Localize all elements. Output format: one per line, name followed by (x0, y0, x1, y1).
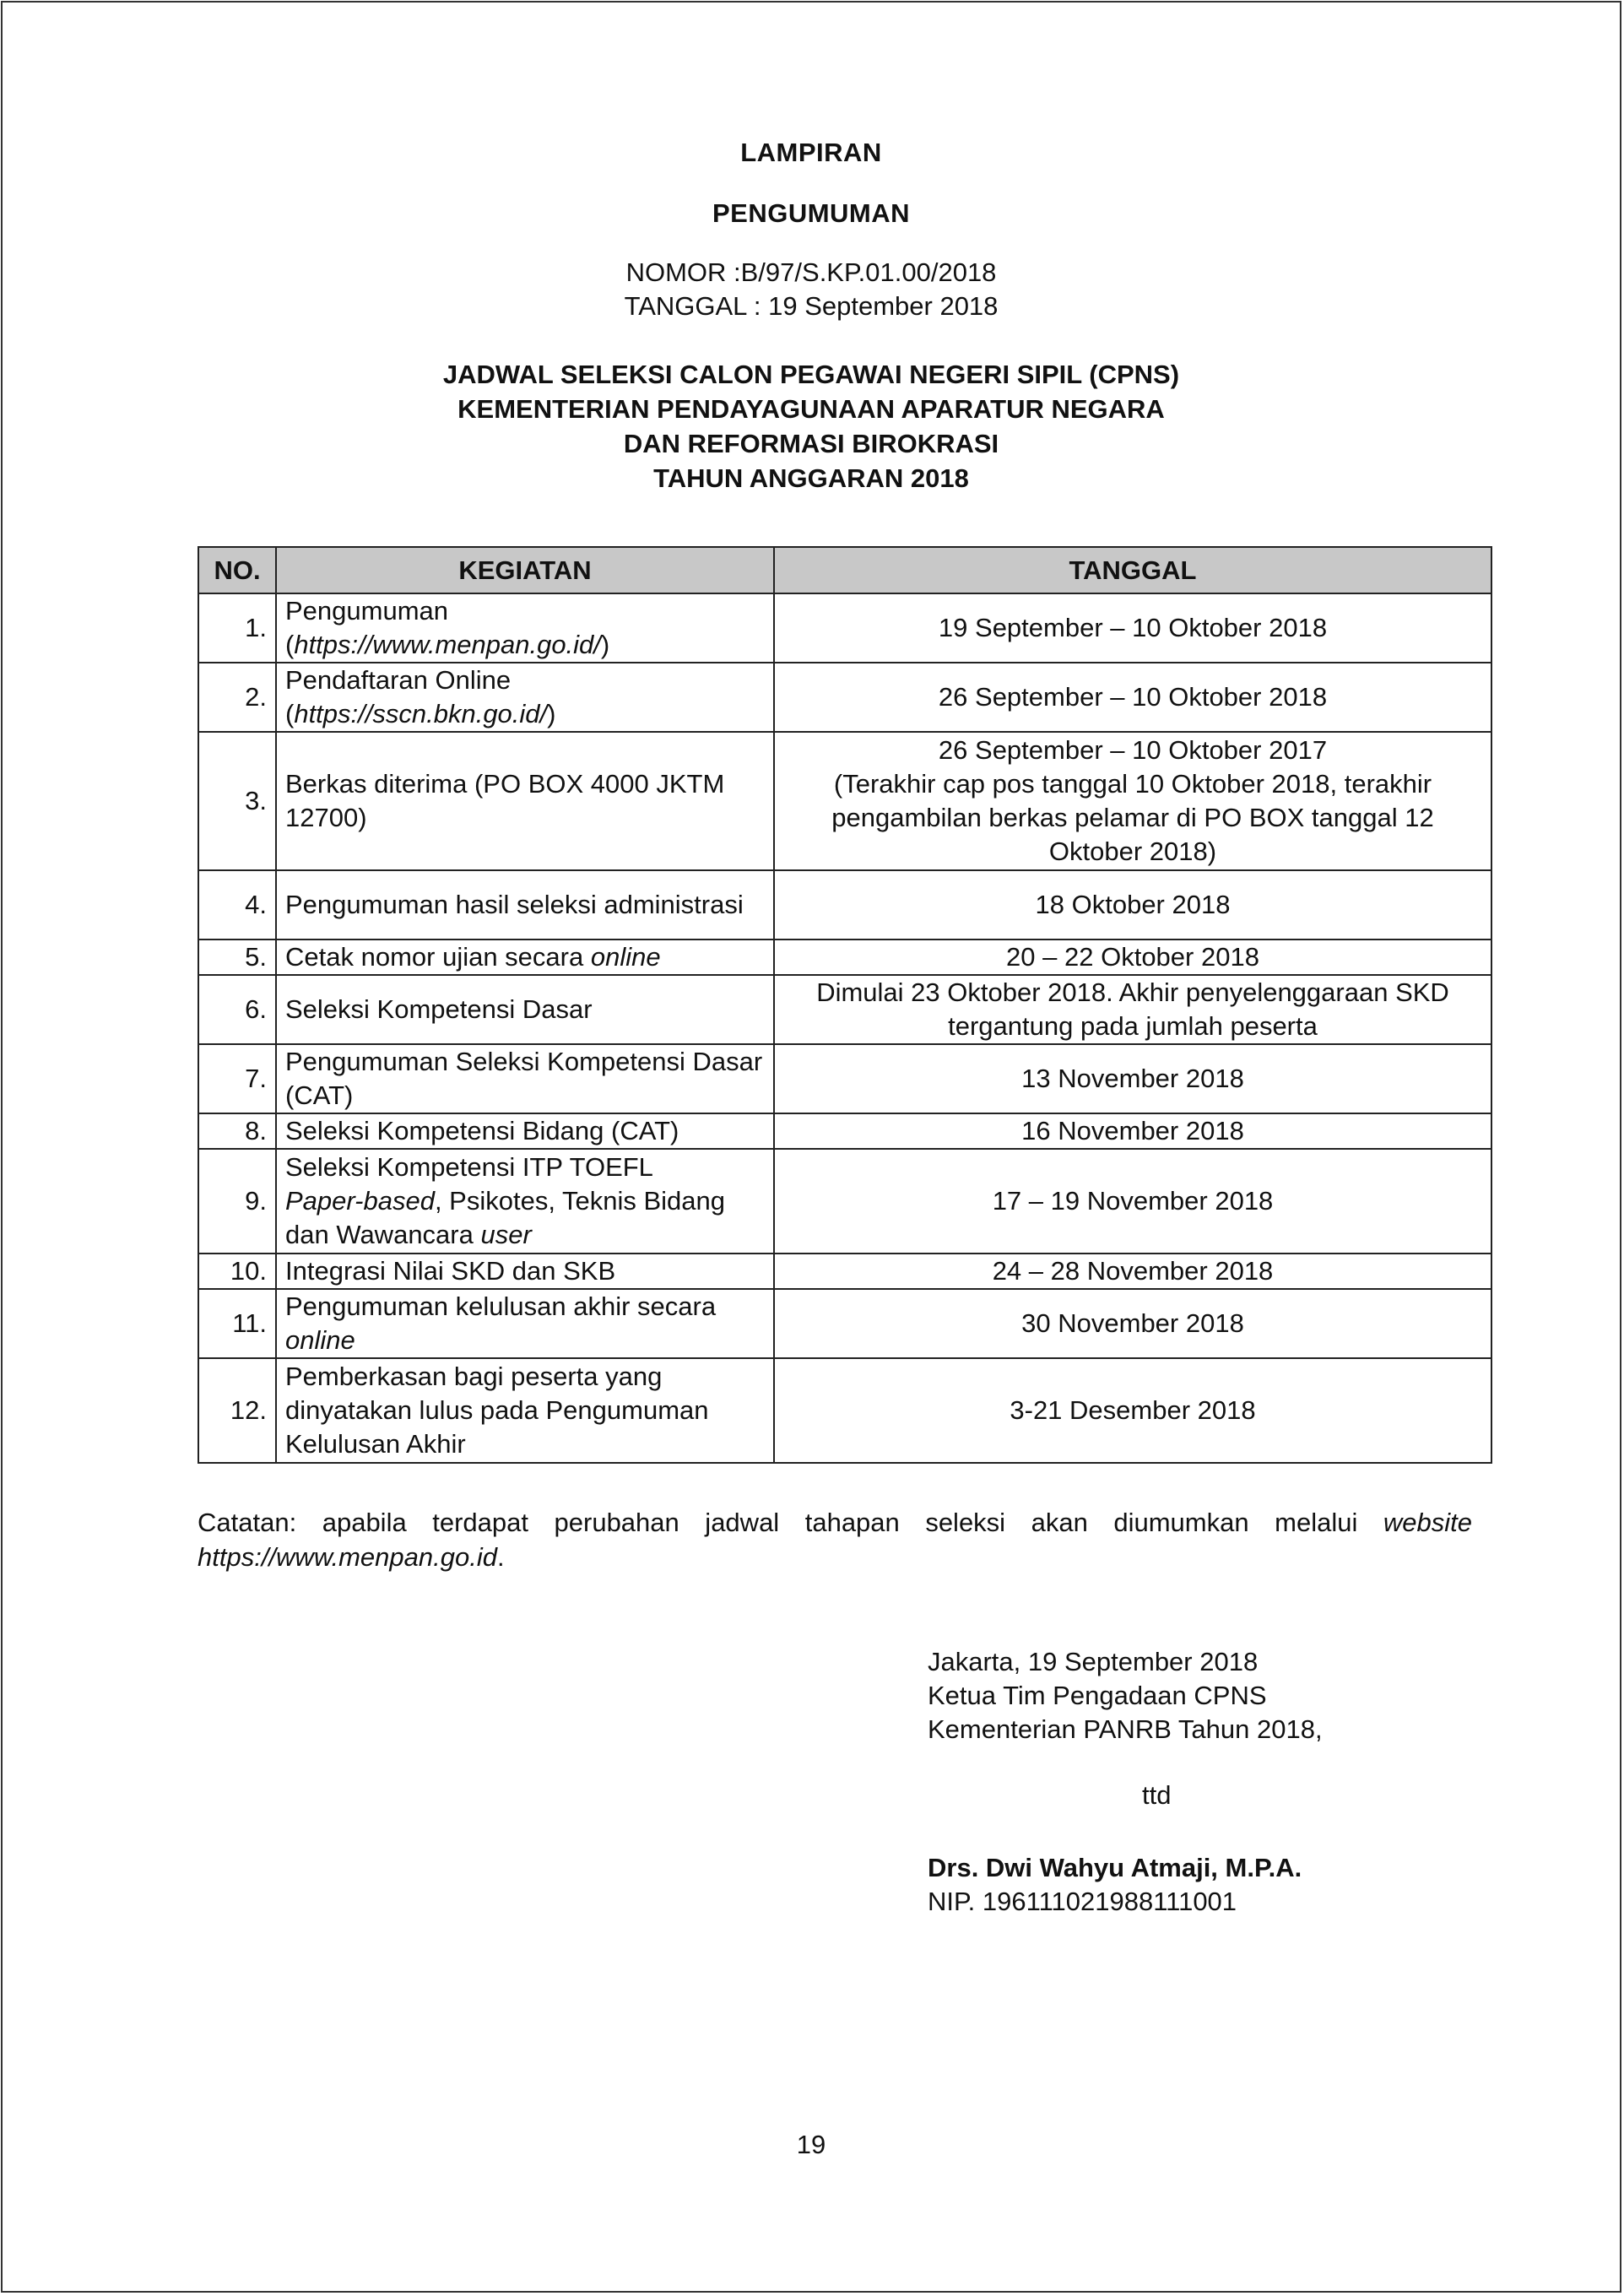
row-no: 11. (198, 1289, 276, 1358)
row-tanggal: 17 – 19 November 2018 (774, 1149, 1491, 1254)
row-kegiatan: Cetak nomor ujian secara online (276, 940, 774, 975)
table-row (198, 1289, 1491, 1358)
title-line-2: KEMENTERIAN PENDAYAGUNAAN APARATUR NEGARA (457, 394, 1165, 424)
row-kegiatan: Pengumuman kelulusan akhir secara online (276, 1289, 774, 1358)
row-tanggal: 24 – 28 November 2018 (774, 1254, 1491, 1289)
document-title (3, 357, 1620, 495)
title-line-1: JADWAL SELEKSI CALON PEGAWAI NEGERI SIPIL (CPNS) (442, 360, 1180, 389)
table-header-row (198, 547, 1491, 593)
row-tanggal: 19 September – 10 Oktober 2018 (774, 593, 1491, 663)
signer-position-1: Ketua Tim Pengadaan CPNS (928, 1681, 1267, 1710)
signer-nip: NIP. 196111021988111001 (928, 1887, 1237, 1916)
lampiran-heading: LAMPIRAN (740, 138, 882, 167)
page-number: 19 (796, 2130, 826, 2159)
row-kegiatan: Pemberkasan bagi peserta yang dinyatakan lulus pada Pengumuman Kelulusan Akhir (276, 1358, 774, 1463)
row-no: 2. (198, 663, 276, 732)
table-row (198, 1044, 1491, 1113)
row-kegiatan: Pengumuman hasil seleksi administrasi (276, 870, 774, 940)
table-row (198, 1358, 1491, 1463)
table-row (198, 732, 1491, 870)
row-kegiatan: Seleksi Kompetensi Dasar (276, 975, 774, 1044)
row-tanggal: 13 November 2018 (774, 1044, 1491, 1113)
nomor-line: NOMOR :B/97/S.KP.01.00/2018 (625, 257, 997, 287)
row-tanggal: 20 – 22 Oktober 2018 (774, 940, 1491, 975)
table-row (198, 1149, 1491, 1254)
place-date: Jakarta, 19 September 2018 (928, 1647, 1259, 1676)
row-tanggal: 26 September – 10 Oktober 2018 (774, 663, 1491, 732)
row-no: 1. (198, 593, 276, 663)
header-kegiatan: KEGIATAN (276, 547, 774, 593)
row-kegiatan: Seleksi Kompetensi ITP TOEFL Paper-based, Psikotes, Teknis Bidang dan Wawancara user (276, 1149, 774, 1254)
document-reference (3, 256, 1620, 323)
row-no: 7. (198, 1044, 276, 1113)
row-kegiatan: Berkas diterima (PO BOX 4000 JKTM 12700) (276, 732, 774, 870)
header-tanggal: TANGGAL (774, 547, 1491, 593)
row-no: 8. (198, 1113, 276, 1149)
row-kegiatan: Pendaftaran Online (https://sscn.bkn.go.id/) (276, 663, 774, 732)
table-row (198, 1254, 1491, 1289)
table-row (198, 870, 1491, 940)
pengumuman-heading: PENGUMUMAN (712, 198, 911, 228)
row-no: 12. (198, 1358, 276, 1463)
signature-block (928, 1645, 1323, 1746)
document-page (1, 1, 1621, 2293)
row-no: 3. (198, 732, 276, 870)
table-row (198, 593, 1491, 663)
website-link: https://www.menpan.go.id (198, 1542, 497, 1572)
row-tanggal: 30 November 2018 (774, 1289, 1491, 1358)
table-row (198, 975, 1491, 1044)
table-row (198, 940, 1491, 975)
row-tanggal: 3-21 Desember 2018 (774, 1358, 1491, 1463)
tanggal-line: TANGGAL : 19 September 2018 (624, 291, 999, 321)
row-kegiatan: Seleksi Kompetensi Bidang (CAT) (276, 1113, 774, 1149)
row-no: 6. (198, 975, 276, 1044)
row-kegiatan: Integrasi Nilai SKD dan SKB (276, 1254, 774, 1289)
row-tanggal: 16 November 2018 (774, 1113, 1491, 1149)
title-line-3: DAN REFORMASI BIROKRASI (623, 429, 999, 458)
menpan-link: https://www.menpan.go.id/ (294, 630, 601, 659)
title-line-4: TAHUN ANGGARAN 2018 (653, 463, 969, 493)
row-tanggal: 26 September – 10 Oktober 2017 (Terakhir cap pos tanggal 10 Oktober 2018, terakhir pengambilan berkas pelamar di PO BOX tanggal 12 Oktober 2018) (774, 732, 1491, 870)
signer-position-2: Kementerian PANRB Tahun 2018, (928, 1714, 1323, 1744)
catatan-note: Catatan: apabila terdapat perubahan jadwal tahapan seleksi akan diumumkan melalui website https://www.menpan.go.id. (198, 1508, 1472, 1572)
row-kegiatan: Pengumuman Seleksi Kompetensi Dasar (CAT) (276, 1044, 774, 1113)
schedule-table (198, 546, 1492, 1464)
table-row (198, 663, 1491, 732)
table-row (198, 1113, 1491, 1149)
row-no: 4. (198, 870, 276, 940)
row-no: 10. (198, 1254, 276, 1289)
row-kegiatan: Pengumuman (https://www.menpan.go.id/) (276, 593, 774, 663)
signer-identity (928, 1851, 1302, 1919)
sscn-link: https://sscn.bkn.go.id/ (294, 699, 548, 728)
row-no: 9. (198, 1149, 276, 1254)
row-no: 5. (198, 940, 276, 975)
header-no: NO. (198, 547, 276, 593)
row-tanggal: Dimulai 23 Oktober 2018. Akhir penyelenggaraan SKD tergantung pada jumlah peserta (774, 975, 1491, 1044)
row-tanggal: 18 Oktober 2018 (774, 870, 1491, 940)
ttd-mark: ttd (1142, 1780, 1172, 1810)
signer-name: Drs. Dwi Wahyu Atmaji, M.P.A. (928, 1853, 1302, 1882)
